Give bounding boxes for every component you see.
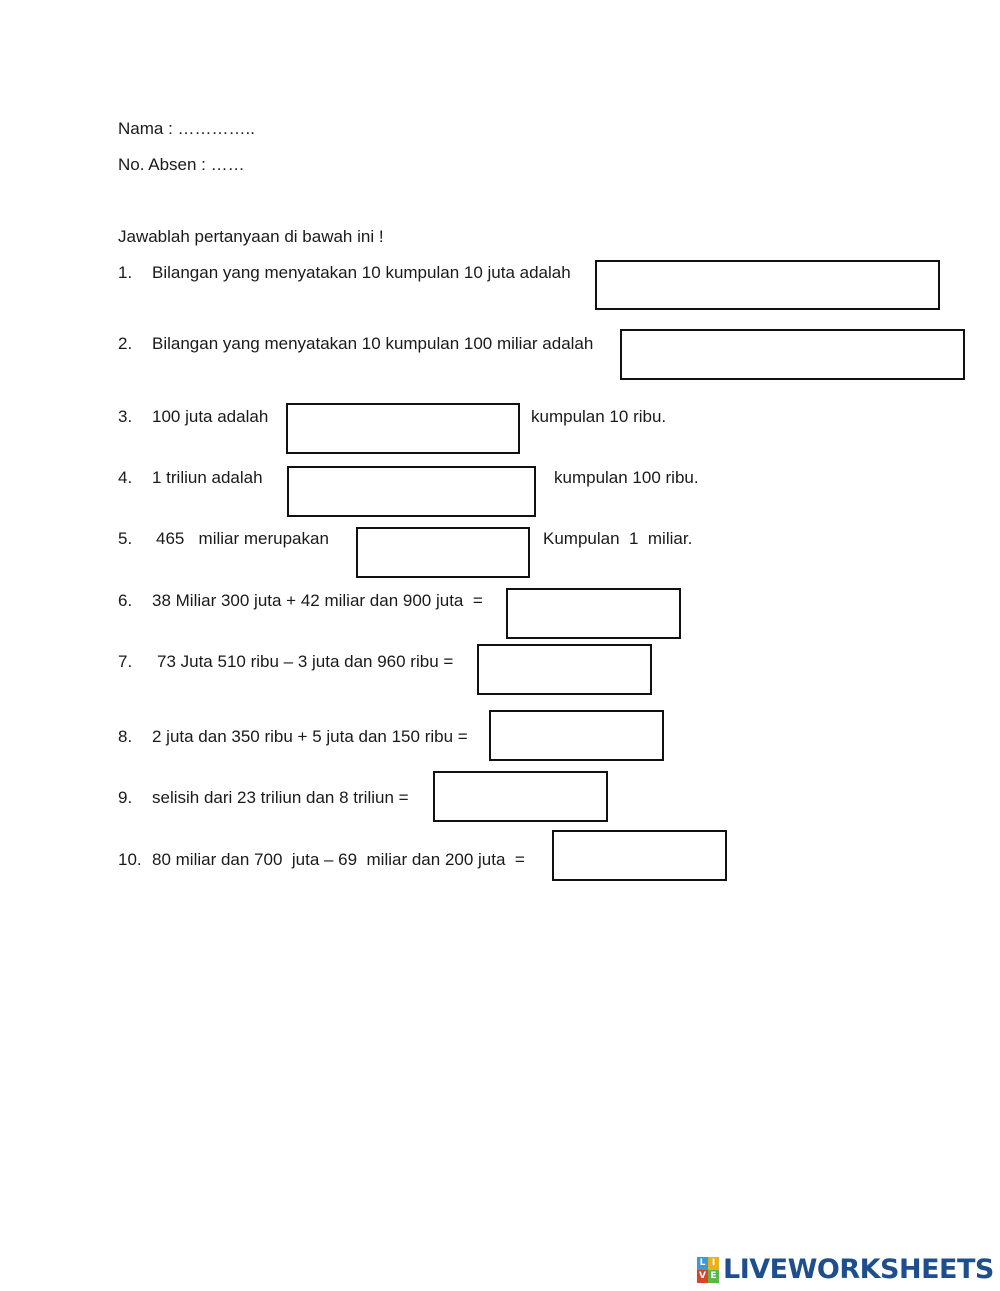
- instruction-text: Jawablah pertanyaan di bawah ini !: [118, 227, 384, 246]
- question-number: 4.: [118, 468, 133, 487]
- answer-box-9[interactable]: [433, 771, 608, 822]
- live-block-i: I: [708, 1257, 719, 1270]
- answer-box-1[interactable]: [595, 260, 940, 310]
- question-number: 2.: [118, 334, 133, 353]
- question-text: 2 juta dan 350 ribu + 5 juta dan 150 ribu =: [152, 727, 468, 746]
- live-blocks-icon: [697, 1257, 719, 1283]
- question-text: Bilangan yang menyatakan 10 kumpulan 10 juta adalah: [152, 263, 571, 282]
- live-block-e: E: [708, 1270, 719, 1283]
- question-number: 6.: [118, 591, 133, 610]
- answer-box-2[interactable]: [620, 329, 965, 380]
- question-number: 9.: [118, 788, 133, 807]
- question-text-after: kumpulan 100 ribu.: [554, 468, 699, 487]
- name-line: Nama : …………..: [118, 119, 255, 138]
- answer-box-5[interactable]: [356, 527, 530, 578]
- question-text-after: kumpulan 10 ribu.: [531, 407, 667, 426]
- question-text: 100 juta adalah: [152, 407, 269, 426]
- liveworksheets-logo: [697, 1254, 994, 1286]
- question-text: Bilangan yang menyatakan 10 kumpulan 100 miliar adalah: [152, 334, 594, 353]
- question-number: 10.: [118, 850, 142, 869]
- brand-wordmark: LIVEWORKSHEETS: [723, 1254, 994, 1285]
- question-number: 7.: [118, 652, 133, 671]
- answer-box-7[interactable]: [477, 644, 652, 695]
- question-text: 38 Miliar 300 juta + 42 miliar dan 900 juta =: [152, 591, 483, 610]
- answer-box-4[interactable]: [287, 466, 536, 517]
- question-number: 8.: [118, 727, 133, 746]
- answer-box-6[interactable]: [506, 588, 681, 639]
- answer-box-3[interactable]: [286, 403, 520, 454]
- question-text: selisih dari 23 triliun dan 8 triliun =: [152, 788, 409, 807]
- question-text: 1 triliun adalah: [152, 468, 263, 487]
- live-block-l: L: [697, 1257, 708, 1270]
- absen-line: No. Absen : ……: [118, 155, 245, 174]
- question-text-after: Kumpulan 1 miliar.: [543, 529, 693, 548]
- question-number: 1.: [118, 263, 133, 282]
- answer-box-8[interactable]: [489, 710, 664, 761]
- question-number: 3.: [118, 407, 133, 426]
- answer-box-10[interactable]: [552, 830, 727, 881]
- question-number: 5.: [118, 529, 133, 548]
- question-text: 465 miliar merupakan: [156, 529, 329, 548]
- question-text: 73 Juta 510 ribu – 3 juta dan 960 ribu =: [157, 652, 454, 671]
- live-block-v: V: [697, 1270, 708, 1283]
- question-text: 80 miliar dan 700 juta – 69 miliar dan 200 juta =: [152, 850, 525, 869]
